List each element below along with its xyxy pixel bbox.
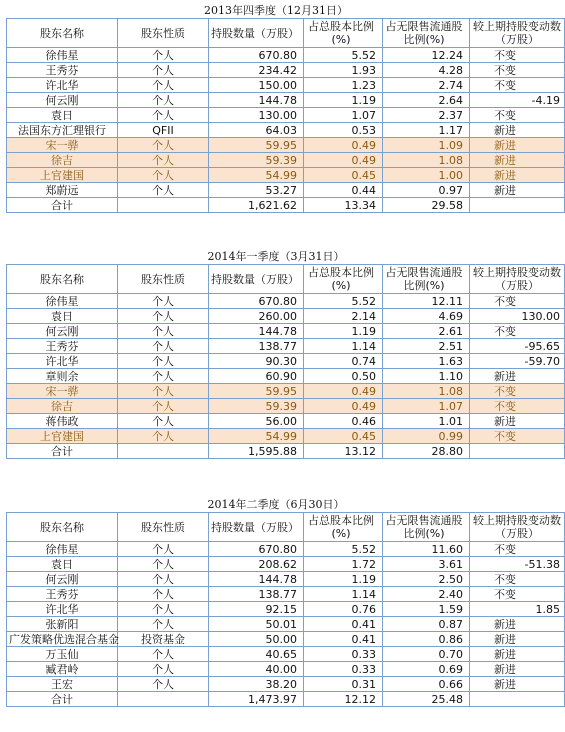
cell-shares: 138.77 [209, 587, 304, 602]
cell-pct-total: 0.45 [304, 429, 383, 444]
cell-pct-total: 0.44 [304, 183, 383, 198]
table-row [7, 557, 565, 572]
total-label: 合计 [7, 692, 118, 707]
total-pct-total: 13.34 [304, 198, 383, 213]
cell-name: 何云刚 [7, 324, 118, 339]
cell-change: 新进 [470, 662, 565, 677]
cell-name: 法国东方汇理银行 [7, 123, 118, 138]
cell-name: 蒋伟政 [7, 414, 118, 429]
cell-pct-float: 1.07 [383, 399, 470, 414]
cell-pct-float: 0.97 [383, 183, 470, 198]
header-pct-float: 占无限售流通股比例(%) [383, 513, 470, 542]
cell-shares: 59.95 [209, 384, 304, 399]
cell-change: 新进 [470, 677, 565, 692]
cell-shares: 670.80 [209, 542, 304, 557]
total-change [470, 198, 565, 213]
cell-change: 不变 [470, 542, 565, 557]
cell-change: -59.70 [470, 354, 565, 369]
cell-shares: 260.00 [209, 309, 304, 324]
cell-change: 不变 [470, 587, 565, 602]
cell-change: 不变 [470, 429, 565, 444]
cell-pct-total: 1.14 [304, 339, 383, 354]
cell-change: 新进 [470, 414, 565, 429]
cell-pct-total: 5.52 [304, 48, 383, 63]
table-row [7, 183, 565, 198]
cell-pct-float: 2.51 [383, 339, 470, 354]
cell-type: 个人 [118, 63, 209, 78]
cell-change: 不变 [470, 108, 565, 123]
cell-pct-total: 0.49 [304, 138, 383, 153]
cell-pct-float: 12.24 [383, 48, 470, 63]
table-row [7, 677, 565, 692]
cell-shares: 670.80 [209, 48, 304, 63]
cell-shares: 670.80 [209, 294, 304, 309]
cell-name: 王秀芬 [7, 587, 118, 602]
cell-name: 郑蔚远 [7, 183, 118, 198]
cell-name: 袁日 [7, 309, 118, 324]
cell-type: 个人 [118, 662, 209, 677]
cell-shares: 59.95 [209, 138, 304, 153]
cell-pct-total: 1.19 [304, 93, 383, 108]
cell-change: -4.19 [470, 93, 565, 108]
table-row [7, 138, 565, 153]
cell-pct-float: 1.09 [383, 138, 470, 153]
cell-change: 不变 [470, 78, 565, 93]
total-row [7, 692, 565, 707]
table-row [7, 587, 565, 602]
cell-pct-total: 0.33 [304, 662, 383, 677]
header-change: 较上期持股变动数（万股） [470, 19, 565, 48]
table-row [7, 93, 565, 108]
cell-type: 个人 [118, 572, 209, 587]
header-name: 股东名称 [7, 265, 118, 294]
cell-name: 宋一骅 [7, 138, 118, 153]
cell-type: 个人 [118, 108, 209, 123]
cell-shares: 59.39 [209, 399, 304, 414]
cell-type: 个人 [118, 587, 209, 602]
cell-pct-total: 2.14 [304, 309, 383, 324]
header-pct-float: 占无限售流通股比例(%) [383, 19, 470, 48]
cell-name: 徐伟星 [7, 48, 118, 63]
cell-pct-total: 5.52 [304, 294, 383, 309]
cell-pct-float: 1.00 [383, 168, 470, 183]
cell-pct-float: 0.66 [383, 677, 470, 692]
shareholder-table [6, 18, 565, 213]
table-row [7, 617, 565, 632]
cell-pct-float: 1.63 [383, 354, 470, 369]
cell-type: 个人 [118, 294, 209, 309]
cell-shares: 234.42 [209, 63, 304, 78]
cell-type: 个人 [118, 339, 209, 354]
cell-name: 上官建国 [7, 429, 118, 444]
header-pct-total: 占总股本比例(%) [304, 513, 383, 542]
cell-pct-float: 1.08 [383, 384, 470, 399]
cell-name: 袁日 [7, 108, 118, 123]
cell-shares: 50.00 [209, 632, 304, 647]
cell-pct-float: 1.08 [383, 153, 470, 168]
cell-name: 臧君岭 [7, 662, 118, 677]
table-row [7, 309, 565, 324]
table-row [7, 63, 565, 78]
header-change: 较上期持股变动数（万股） [470, 265, 565, 294]
cell-name: 徐伟星 [7, 294, 118, 309]
cell-pct-float: 2.40 [383, 587, 470, 602]
table-header-row [7, 513, 565, 542]
cell-shares: 53.27 [209, 183, 304, 198]
cell-pct-total: 0.31 [304, 677, 383, 692]
total-pct-total: 12.12 [304, 692, 383, 707]
cell-pct-total: 1.72 [304, 557, 383, 572]
cell-pct-total: 0.76 [304, 602, 383, 617]
cell-shares: 144.78 [209, 93, 304, 108]
cell-change: 新进 [470, 168, 565, 183]
header-type: 股东性质 [118, 19, 209, 48]
table-row [7, 572, 565, 587]
cell-pct-total: 5.52 [304, 542, 383, 557]
section-q1-2014 [6, 250, 561, 459]
cell-pct-total: 0.41 [304, 632, 383, 647]
cell-shares: 90.30 [209, 354, 304, 369]
total-type [118, 692, 209, 707]
cell-name: 袁日 [7, 557, 118, 572]
cell-pct-float: 2.64 [383, 93, 470, 108]
cell-shares: 64.03 [209, 123, 304, 138]
total-pct-float: 25.48 [383, 692, 470, 707]
total-shares: 1,621.62 [209, 198, 304, 213]
header-shares: 持股数量（万股） [209, 19, 304, 48]
table-row [7, 354, 565, 369]
cell-pct-float: 12.11 [383, 294, 470, 309]
cell-pct-float: 1.01 [383, 414, 470, 429]
cell-type: 个人 [118, 602, 209, 617]
section-title: 2014年一季度（3月31日） [207, 250, 345, 263]
header-name: 股东名称 [7, 513, 118, 542]
cell-shares: 38.20 [209, 677, 304, 692]
cell-shares: 92.15 [209, 602, 304, 617]
cell-type: 个人 [118, 138, 209, 153]
table-header-row [7, 265, 565, 294]
cell-shares: 130.00 [209, 108, 304, 123]
cell-pct-float: 1.17 [383, 123, 470, 138]
table-row [7, 339, 565, 354]
table-row [7, 542, 565, 557]
cell-pct-total: 0.33 [304, 647, 383, 662]
total-pct-total: 13.12 [304, 444, 383, 459]
section-title: 2013年四季度（12月31日） [204, 4, 348, 17]
header-type: 股东性质 [118, 265, 209, 294]
table-row [7, 123, 565, 138]
cell-type: 个人 [118, 414, 209, 429]
cell-change: 不变 [470, 294, 565, 309]
cell-shares: 60.90 [209, 369, 304, 384]
section-q4-2013 [6, 4, 561, 213]
total-row [7, 198, 565, 213]
cell-type: 个人 [118, 617, 209, 632]
cell-pct-total: 0.46 [304, 414, 383, 429]
table-row [7, 153, 565, 168]
cell-name: 万玉仙 [7, 647, 118, 662]
cell-pct-float: 2.37 [383, 108, 470, 123]
cell-change: -51.38 [470, 557, 565, 572]
cell-pct-float: 0.69 [383, 662, 470, 677]
table-row [7, 429, 565, 444]
cell-type: 个人 [118, 429, 209, 444]
cell-name: 张新阳 [7, 617, 118, 632]
cell-change: 新进 [470, 369, 565, 384]
cell-type: QFII [118, 123, 209, 138]
cell-change: 不变 [470, 63, 565, 78]
total-shares: 1,473.97 [209, 692, 304, 707]
cell-change: 不变 [470, 384, 565, 399]
cell-pct-float: 2.50 [383, 572, 470, 587]
table-row [7, 48, 565, 63]
cell-name: 徐吉 [7, 153, 118, 168]
header-pct-float: 占无限售流通股比例(%) [383, 265, 470, 294]
cell-change: 新进 [470, 138, 565, 153]
table-row [7, 168, 565, 183]
cell-shares: 56.00 [209, 414, 304, 429]
table-row [7, 324, 565, 339]
cell-pct-float: 0.70 [383, 647, 470, 662]
cell-pct-float: 4.69 [383, 309, 470, 324]
total-label: 合计 [7, 444, 118, 459]
cell-shares: 150.00 [209, 78, 304, 93]
cell-shares: 54.99 [209, 168, 304, 183]
cell-pct-total: 0.50 [304, 369, 383, 384]
cell-name: 何云刚 [7, 93, 118, 108]
cell-change: 新进 [470, 632, 565, 647]
cell-pct-total: 0.49 [304, 153, 383, 168]
cell-name: 王秀芬 [7, 339, 118, 354]
cell-change: 不变 [470, 572, 565, 587]
section-q2-2014 [6, 498, 561, 707]
cell-pct-total: 1.14 [304, 587, 383, 602]
cell-name: 许北华 [7, 78, 118, 93]
cell-pct-float: 1.59 [383, 602, 470, 617]
total-label: 合计 [7, 198, 118, 213]
table-row [7, 369, 565, 384]
total-shares: 1,595.88 [209, 444, 304, 459]
cell-change: 新进 [470, 153, 565, 168]
table-row [7, 662, 565, 677]
header-name: 股东名称 [7, 19, 118, 48]
cell-shares: 144.78 [209, 324, 304, 339]
cell-pct-total: 1.07 [304, 108, 383, 123]
cell-shares: 138.77 [209, 339, 304, 354]
cell-pct-float: 1.10 [383, 369, 470, 384]
cell-change: -95.65 [470, 339, 565, 354]
cell-name: 上官建国 [7, 168, 118, 183]
table-header-row [7, 19, 565, 48]
cell-pct-total: 1.23 [304, 78, 383, 93]
cell-pct-total: 0.74 [304, 354, 383, 369]
cell-type: 个人 [118, 542, 209, 557]
cell-change: 1.85 [470, 602, 565, 617]
cell-shares: 208.62 [209, 557, 304, 572]
table-row [7, 399, 565, 414]
cell-type: 个人 [118, 677, 209, 692]
cell-change: 不变 [470, 48, 565, 63]
cell-change: 不变 [470, 399, 565, 414]
cell-pct-float: 11.60 [383, 542, 470, 557]
cell-pct-float: 2.61 [383, 324, 470, 339]
cell-type: 个人 [118, 354, 209, 369]
cell-shares: 40.00 [209, 662, 304, 677]
cell-type: 个人 [118, 647, 209, 662]
table-row [7, 78, 565, 93]
section-title: 2014年二季度（6月30日） [207, 498, 345, 511]
cell-type: 个人 [118, 93, 209, 108]
cell-shares: 50.01 [209, 617, 304, 632]
shareholder-table [6, 264, 565, 459]
cell-type: 投资基金 [118, 632, 209, 647]
total-type [118, 444, 209, 459]
cell-type: 个人 [118, 399, 209, 414]
table-row [7, 294, 565, 309]
header-change: 较上期持股变动数（万股） [470, 513, 565, 542]
table-row [7, 632, 565, 647]
cell-pct-total: 1.93 [304, 63, 383, 78]
cell-name: 王宏 [7, 677, 118, 692]
cell-change: 新进 [470, 647, 565, 662]
shareholder-table [6, 512, 565, 707]
table-row [7, 647, 565, 662]
table-row [7, 602, 565, 617]
cell-pct-total: 0.49 [304, 399, 383, 414]
cell-shares: 59.39 [209, 153, 304, 168]
table-row [7, 384, 565, 399]
cell-type: 个人 [118, 153, 209, 168]
cell-pct-float: 0.99 [383, 429, 470, 444]
cell-pct-total: 0.41 [304, 617, 383, 632]
total-type [118, 198, 209, 213]
header-shares: 持股数量（万股） [209, 513, 304, 542]
cell-pct-float: 0.86 [383, 632, 470, 647]
cell-pct-total: 0.53 [304, 123, 383, 138]
cell-name: 许北华 [7, 354, 118, 369]
cell-name: 许北华 [7, 602, 118, 617]
cell-type: 个人 [118, 324, 209, 339]
cell-type: 个人 [118, 557, 209, 572]
cell-pct-total: 1.19 [304, 324, 383, 339]
cell-type: 个人 [118, 78, 209, 93]
cell-name: 章则余 [7, 369, 118, 384]
cell-pct-float: 2.74 [383, 78, 470, 93]
header-type: 股东性质 [118, 513, 209, 542]
total-pct-float: 28.80 [383, 444, 470, 459]
cell-type: 个人 [118, 168, 209, 183]
cell-change: 130.00 [470, 309, 565, 324]
cell-name: 徐吉 [7, 399, 118, 414]
cell-change: 新进 [470, 183, 565, 198]
cell-type: 个人 [118, 369, 209, 384]
cell-change: 新进 [470, 123, 565, 138]
cell-type: 个人 [118, 309, 209, 324]
header-pct-total: 占总股本比例(%) [304, 19, 383, 48]
cell-shares: 144.78 [209, 572, 304, 587]
cell-name: 王秀芬 [7, 63, 118, 78]
cell-pct-total: 0.49 [304, 384, 383, 399]
cell-name: 广发策略优选混合基金 [7, 632, 118, 647]
cell-pct-float: 0.87 [383, 617, 470, 632]
cell-name: 何云刚 [7, 572, 118, 587]
cell-shares: 40.65 [209, 647, 304, 662]
total-row [7, 444, 565, 459]
cell-pct-float: 3.61 [383, 557, 470, 572]
cell-type: 个人 [118, 48, 209, 63]
header-shares: 持股数量（万股） [209, 265, 304, 294]
cell-type: 个人 [118, 183, 209, 198]
cell-change: 不变 [470, 324, 565, 339]
cell-shares: 54.99 [209, 429, 304, 444]
total-change [470, 692, 565, 707]
table-row [7, 108, 565, 123]
total-change [470, 444, 565, 459]
cell-name: 宋一骅 [7, 384, 118, 399]
cell-pct-float: 4.28 [383, 63, 470, 78]
header-pct-total: 占总股本比例(%) [304, 265, 383, 294]
cell-type: 个人 [118, 384, 209, 399]
cell-pct-total: 0.45 [304, 168, 383, 183]
cell-change: 新进 [470, 617, 565, 632]
total-pct-float: 29.58 [383, 198, 470, 213]
cell-pct-total: 1.19 [304, 572, 383, 587]
cell-name: 徐伟星 [7, 542, 118, 557]
table-row [7, 414, 565, 429]
